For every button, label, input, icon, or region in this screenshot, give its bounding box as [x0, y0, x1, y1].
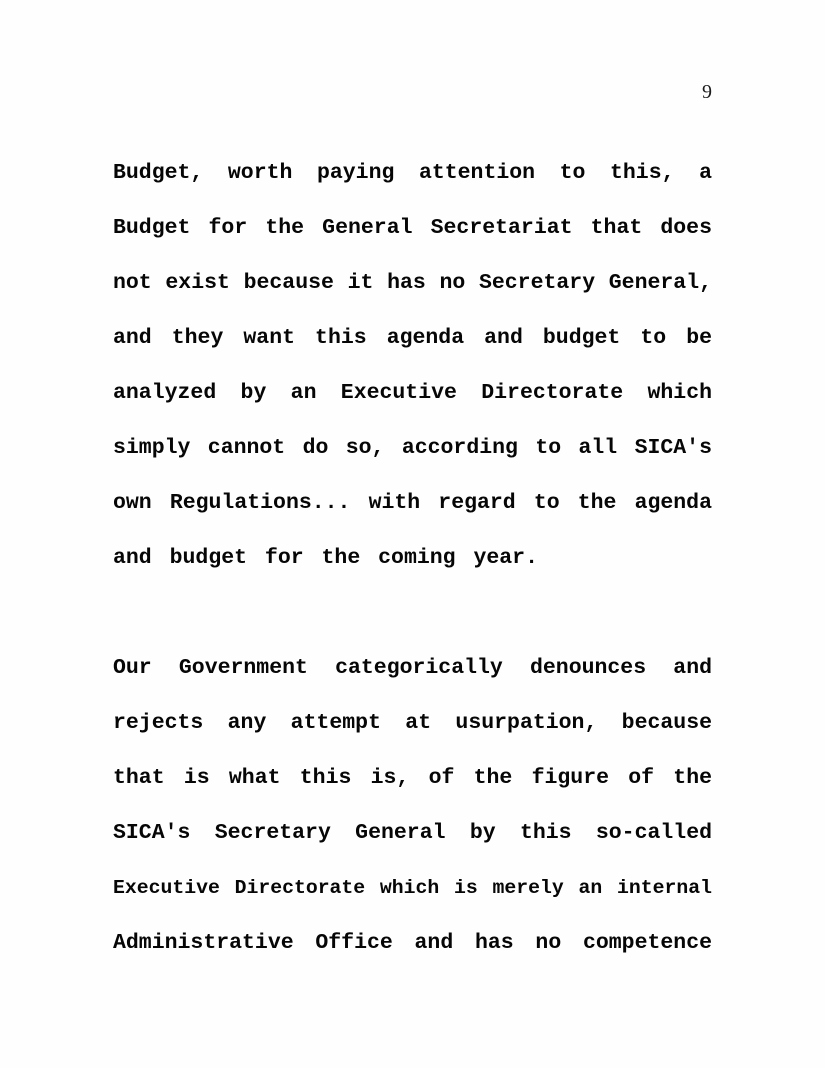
page-number: 9	[702, 81, 712, 103]
document-body	[113, 146, 712, 971]
text-line: Budget for the General Secretariat that does	[113, 216, 712, 240]
text-line: SICA's Secretary General by this so-called	[113, 821, 712, 845]
text-line: Budget, worth paying attention to this, a	[113, 161, 712, 185]
text-line: own Regulations... with regard to the agenda	[113, 491, 712, 515]
text-line: Our Government categorically denounces and	[113, 656, 712, 680]
text-line: and budget for the coming year.	[113, 546, 538, 570]
text-line: Administrative Office and has no competence	[113, 931, 712, 955]
paragraph	[113, 146, 712, 586]
text-line: simply cannot do so, according to all SICA's	[113, 436, 712, 460]
text-line: not exist because it has no Secretary General,	[113, 271, 712, 295]
text-line: and they want this agenda and budget to be	[113, 326, 712, 350]
text-line: Executive Directorate which is merely an internal	[113, 877, 712, 899]
paragraph	[113, 641, 712, 971]
text-line: analyzed by an Executive Directorate which	[113, 381, 712, 405]
text-line: rejects any attempt at usurpation, because	[113, 711, 712, 735]
text-line: that is what this is, of the figure of the	[113, 766, 712, 790]
